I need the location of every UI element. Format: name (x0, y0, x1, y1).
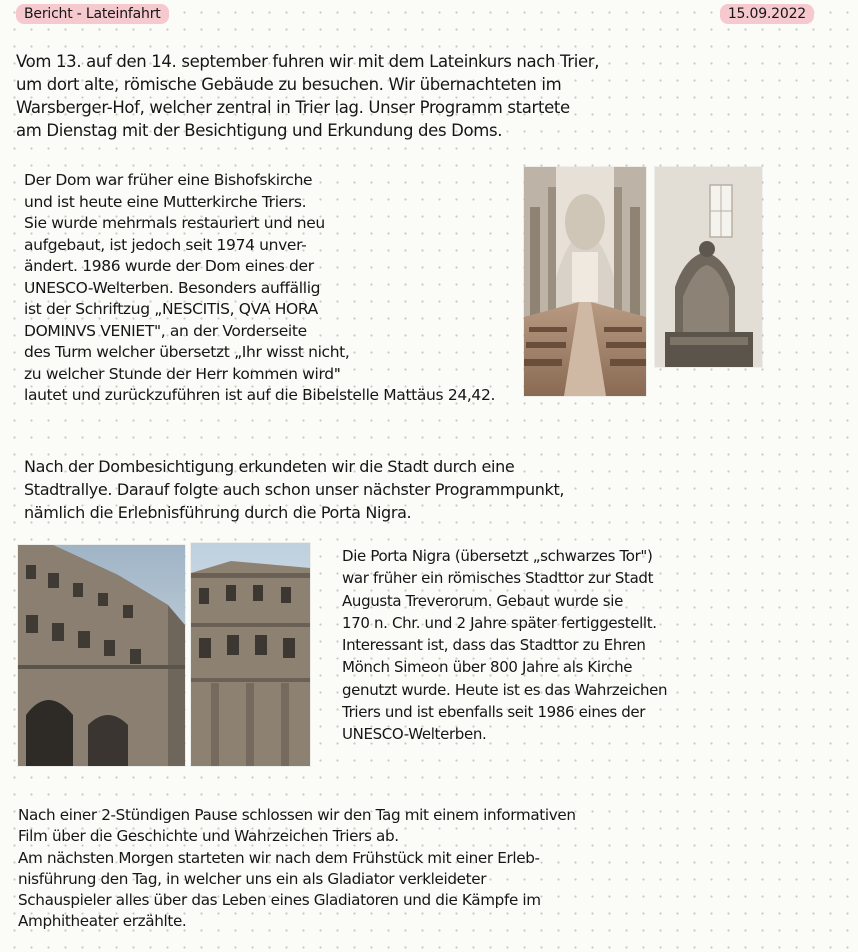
report-title: Bericht - Lateinfahrt (16, 4, 169, 24)
cathedral-altar-photo (655, 167, 762, 367)
intro-paragraph: Vom 13. auf den 14. september fuhren wir mit dem Lateinkurs nach Trier, um dort alte, römische Gebäude zu besuchen. Wir übernachteten im Warsberger-Hof, welcher zentral in Trier lag. Unser Programm startete am Dienstag mit der Besichtigung und Erkundung des Doms. (16, 52, 600, 140)
cathedral-nave-photo (524, 167, 646, 396)
porta-nigra-photo-1 (18, 545, 185, 766)
city-paragraph: Nach der Dombesichtigung erkundeten wir die Stadt durch eine Stadtrallye. Darauf folgte auch schon unser nächster Programmpunkt, nämlich die Erlebnisführung durch die Porta Nigra. (24, 457, 565, 522)
dom-paragraph: Der Dom war früher eine Bishofskirche und ist heute eine Mutterkirche Triers. Sie wurde mehrmals restauriert und neu aufgebaut, ist jedoch seit 1974 unver- ändert. 1986 wurde der Dom eines der UNESCO-Welterben. Besonders auffällig ist der Schriftzug „NESCITIS, QVA HORA DOMINVS VENIET", an der Vorderseite des Turm welcher übersetzt „Ihr wisst nicht, zu welcher Stunde der Herr kommen wird" lautet und zurückzuführen ist auf die Bibelstelle Mattäus 24,42. (24, 171, 496, 404)
evening-paragraph: Nach einer 2-Stündigen Pause schlossen wir den Tag mit einem informativen Film über die Geschichte und Wahrzeichen Triers ab. Am nächsten Morgen starteten wir nach dem Frühstück mit einer Erleb- nisführung den Tag, in welcher uns ein als Gladiator verkleideter Schauspieler alles über das Leben eines Gladiatoren und die Kämpfe im Amphitheater erzählte. (18, 806, 576, 931)
report-date: 15.09.2022 (720, 4, 814, 24)
porta-nigra-photo-2 (191, 543, 310, 766)
porta-nigra-paragraph: Die Porta Nigra (übersetzt „schwarzes Tor") war früher ein römisches Stadttor zur Stadt Augusta Treverorum. Gebaut wurde sie 170 n. Chr. und 2 Jahre später fertiggestellt. Interessant ist, dass das Stadttor zu Ehren Mönch Simeon über 800 Jahre als Kirche genutzt wurde. Heute ist es das Wahrzeichen Triers und ist ebenfalls seit 1986 eines der UNESCO-Welterben. (342, 547, 668, 744)
